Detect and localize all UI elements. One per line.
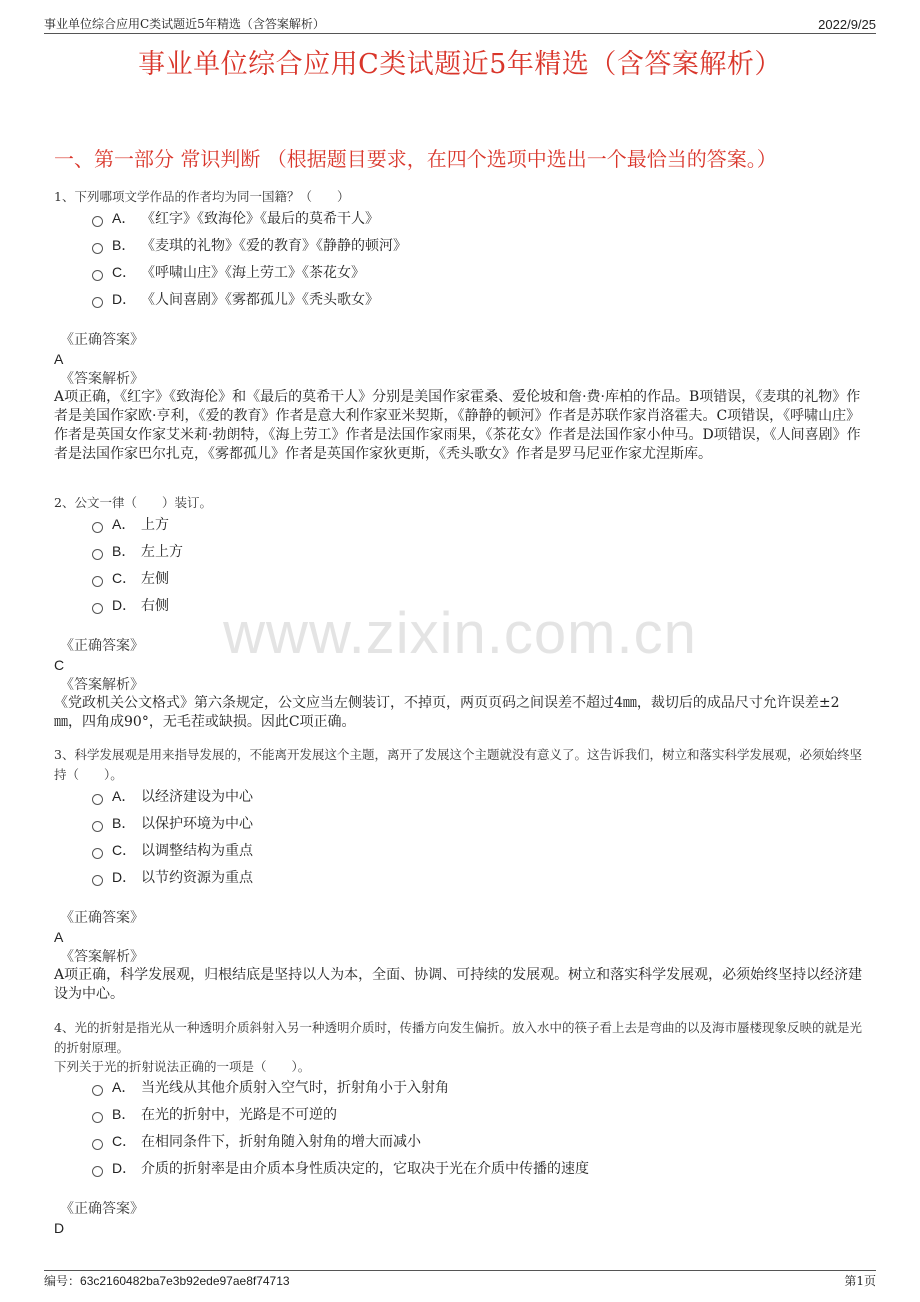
radio-button-icon[interactable]: [92, 821, 103, 832]
option-text: 以经济建设为中心: [141, 789, 253, 805]
option-letter: B．: [112, 237, 136, 253]
analysis-label: 《答案解析》: [60, 677, 144, 693]
watermark: www.zixin.com.cn: [223, 601, 697, 666]
option-letter: C．: [112, 264, 137, 280]
option-text: 在相同条件下，折射角随入射角的增大而减小: [141, 1134, 421, 1150]
footer-serial-number: 63c2160482ba7e3b92ede97ae8f74713: [80, 1274, 290, 1288]
option-text: 《麦琪的礼物》《爱的教育》《静静的顿河》: [141, 238, 407, 254]
question-2-option-c[interactable]: [92, 568, 169, 588]
correct-answer-label: 《正确答案》: [60, 638, 144, 654]
question-1-option-d[interactable]: [92, 289, 379, 309]
radio-button-icon[interactable]: [92, 270, 103, 281]
question-3-answer: A: [54, 929, 64, 945]
radio-button-icon[interactable]: [92, 794, 103, 805]
option-text: 《人间喜剧》《雾都孤儿》《秃头歌女》: [141, 292, 379, 308]
radio-button-icon[interactable]: [92, 1085, 103, 1096]
question-2-stem: 2、公文一律（ ）装订。: [54, 495, 212, 510]
question-4-answer: D: [54, 1220, 65, 1236]
option-text: 左侧: [141, 571, 169, 587]
question-3-option-a[interactable]: [92, 786, 253, 806]
option-text: 《呼啸山庄》《海上劳工》《茶花女》: [141, 265, 365, 281]
question-4-option-a[interactable]: [92, 1077, 449, 1097]
option-text: 以调整结构为重点: [141, 843, 253, 859]
question-2-analysis: 《党政机关公文格式》第六条规定，公文应当左侧装订，不掉页，两页页码之间误差不超过4㎜，裁切后的成品尺寸允许误差±2㎜，四角成90°，无毛茬或缺损。因此C项正确。: [54, 695, 840, 730]
question-3-option-c[interactable]: [92, 840, 253, 860]
question-4-stem: 4、光的折射是指光从一种透明介质斜射入另一种透明介质时，传播方向发生偏折。放入水中的筷子看上去是弯曲的以及海市蜃楼现象反映的就是光的折射原理。: [54, 1020, 862, 1055]
question-4-option-b[interactable]: [92, 1104, 337, 1124]
document-title: 事业单位综合应用C类试题近5年精选（含答案解析）: [138, 49, 782, 80]
footer-serial-label: 编号：: [44, 1274, 81, 1288]
question-3-option-d[interactable]: [92, 867, 253, 887]
option-letter: D．: [112, 291, 137, 307]
radio-button-icon[interactable]: [92, 297, 103, 308]
option-letter: D．: [112, 869, 137, 885]
question-3-stem: 3、科学发展观是用来指导发展的，不能离开发展这个主题，离开了发展这个主题就没有意义了。这告诉我们，树立和落实科学发展观，必须始终坚持（ ）。: [54, 747, 862, 782]
option-letter: C．: [112, 842, 137, 858]
question-4-option-d[interactable]: [92, 1158, 589, 1178]
question-1-option-a[interactable]: [92, 208, 379, 228]
question-2-option-d[interactable]: [92, 595, 169, 615]
radio-button-icon[interactable]: [92, 216, 103, 227]
analysis-label: 《答案解析》: [60, 371, 144, 387]
option-text: 上方: [141, 517, 169, 533]
option-text: 右侧: [141, 598, 169, 614]
option-text: 介质的折射率是由介质本身性质决定的，它取决于光在介质中传播的速度: [141, 1161, 589, 1177]
radio-button-icon[interactable]: [92, 848, 103, 859]
section-heading: 一、第一部分 常识判断 （根据题目要求，在四个选项中选出一个最恰当的答案。）: [54, 147, 777, 171]
correct-answer-label: 《正确答案》: [60, 910, 144, 926]
option-letter: B．: [112, 543, 136, 559]
option-letter: D．: [112, 597, 137, 613]
analysis-label: 《答案解析》: [60, 949, 144, 965]
page-footer: [44, 1270, 876, 1292]
question-1-analysis: A项正确，《红字》《致海伦》和《最后的莫希干人》分别是美国作家霍桑、爱伦坡和詹·费·库柏的作品。B项错误，《麦琪的礼物》作者是美国作家欧·亨利，《爱的教育》作者是意大利作家亚米契斯，《静静的顿河》作者是苏联作家肖洛霍夫。C项错误，《呼啸山庄》作者是英国女作家艾米莉·勃朗特，《海上劳工》作者是法国作家雨果，《茶花女》作者是法国作家小仲马。D项错误，《人间喜剧》作者是法国作家巴尔扎克，《雾都孤儿》作者是英国作家狄更斯，《秃头歌女》作者是罗马尼亚作家尤涅斯库。: [54, 389, 861, 462]
radio-button-icon[interactable]: [92, 1139, 103, 1150]
option-letter: A．: [112, 1079, 136, 1095]
question-2-option-b[interactable]: [92, 541, 183, 561]
option-letter: B．: [112, 815, 136, 831]
page-header: [44, 12, 876, 34]
question-2-answer: C: [54, 657, 65, 673]
option-text: 当光线从其他介质射入空气时，折射角小于入射角: [141, 1080, 449, 1096]
option-text: 《红字》《致海伦》《最后的莫希干人》: [141, 211, 379, 227]
option-text: 左上方: [141, 544, 183, 560]
question-1-answer: A: [54, 351, 64, 367]
correct-answer-label: 《正确答案》: [60, 1201, 144, 1217]
radio-button-icon[interactable]: [92, 875, 103, 886]
radio-button-icon[interactable]: [92, 603, 103, 614]
question-1-option-b[interactable]: [92, 235, 407, 255]
radio-button-icon[interactable]: [92, 576, 103, 587]
question-4-option-c[interactable]: [92, 1131, 421, 1151]
question-3-option-b[interactable]: [92, 813, 253, 833]
correct-answer-label: 《正确答案》: [60, 332, 144, 348]
option-letter: C．: [112, 570, 137, 586]
option-letter: A．: [112, 210, 136, 226]
option-letter: B．: [112, 1106, 136, 1122]
radio-button-icon[interactable]: [92, 549, 103, 560]
option-text: 以节约资源为重点: [141, 870, 253, 886]
question-4-stem-prompt: 下列关于光的折射说法正确的一项是（ ）。: [54, 1059, 311, 1074]
question-2-option-a[interactable]: [92, 514, 169, 534]
footer-serial: [44, 1272, 290, 1289]
option-text: 在光的折射中，光路是不可逆的: [141, 1107, 337, 1123]
question-1-option-c[interactable]: [92, 262, 365, 282]
radio-button-icon[interactable]: [92, 522, 103, 533]
radio-button-icon[interactable]: [92, 243, 103, 254]
footer-page-number: 第1页: [844, 1274, 876, 1288]
header-date: 2022/9/25: [818, 17, 876, 32]
option-letter: A．: [112, 516, 136, 532]
option-letter: A．: [112, 788, 136, 804]
header-doc-title: 事业单位综合应用C类试题近5年精选（含答案解析）: [44, 17, 325, 31]
question-1-stem: 1、下列哪项文学作品的作者均为同一国籍？（ ）: [54, 189, 350, 204]
question-3-analysis: A项正确，科学发展观，归根结底是坚持以人为本，全面、协调、可持续的发展观。树立和落实科学发展观，必须始终坚持以经济建设为中心。: [54, 967, 863, 1002]
option-letter: C．: [112, 1133, 137, 1149]
radio-button-icon[interactable]: [92, 1112, 103, 1123]
option-letter: D．: [112, 1160, 137, 1176]
option-text: 以保护环境为中心: [141, 816, 253, 832]
radio-button-icon[interactable]: [92, 1166, 103, 1177]
